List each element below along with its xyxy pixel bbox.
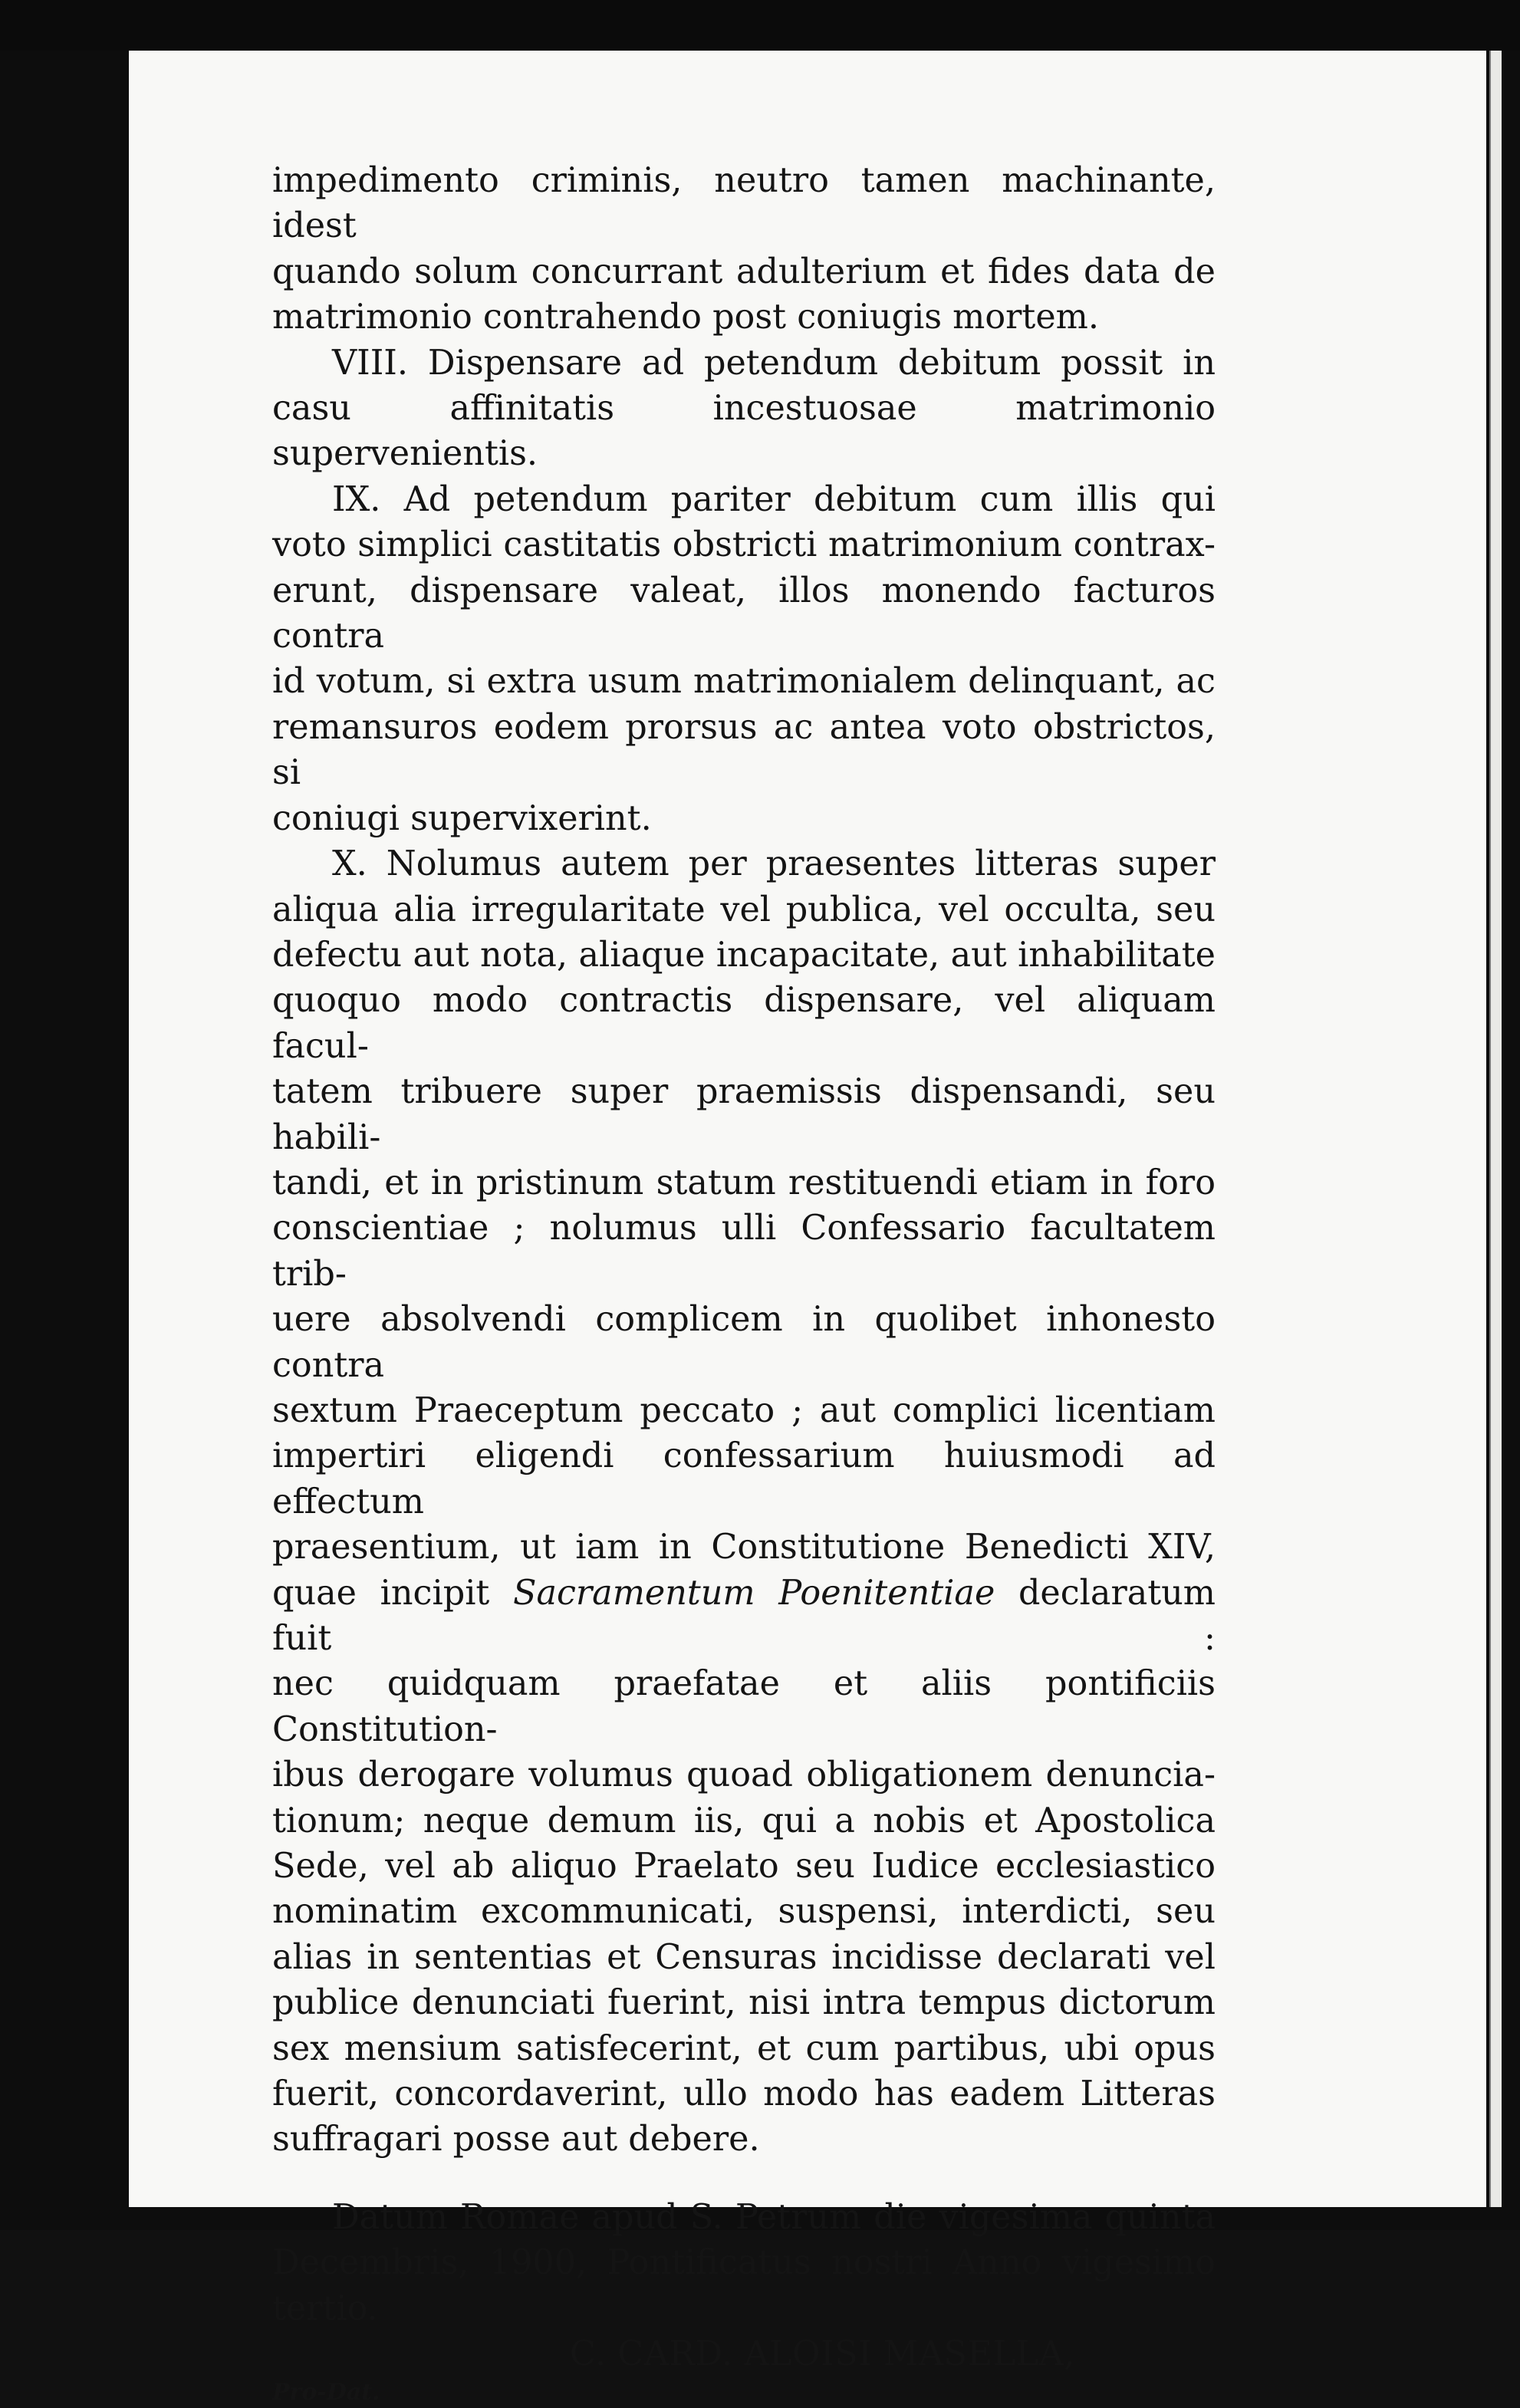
text-line: remansuros eodem prorsus ac antea voto obstrictos, si xyxy=(272,707,1216,793)
text-run: declaratum fuit : xyxy=(272,1573,1216,1658)
text-line: nominatim excommunicati, suspensi, interdicti, seu xyxy=(272,1892,1216,1932)
text-line: erunt, dispensare valeat, illos monendo facturos contra xyxy=(272,571,1216,656)
next-page-edge xyxy=(1489,51,1502,2207)
datum-line: Datum Romae apud S. Petrum die vigesima quinta xyxy=(332,2197,1216,2237)
text-line: tandi, et in pristinum statum restituendi etiam in foro xyxy=(272,1163,1216,1202)
paragraph-gap xyxy=(272,2163,1216,2195)
text-line: publice denunciati fuerint, nisi intra tempus dictorum xyxy=(272,1983,1216,2023)
text-line: nec quidquam praefatae et aliis pontificiis Constitution- xyxy=(272,1664,1216,1749)
italic-title: Sacramentum Poenitentiae xyxy=(512,1573,995,1613)
section-x-line: X. Nolumus autem per praesentes litteras super xyxy=(332,844,1216,884)
section-ix-line: IX. Ad petendum pariter debitum cum illis qui xyxy=(332,479,1216,519)
text-line: sextum Praeceptum peccato ; aut complici licentiam xyxy=(272,1390,1216,1430)
text-line: sex mensium satisfecerint, et cum partibus, ubi opus xyxy=(272,2028,1216,2068)
text-line: impertiri eligendi confessarium huiusmodi ad effectum xyxy=(272,1436,1216,1521)
text-line: casu affinitatis incestuosae matrimonio supervenientis. xyxy=(272,389,1216,474)
text-line: voto simplici castitatis obstricti matrimonium contrax- xyxy=(272,525,1216,565)
text-line-sacramentum xyxy=(272,1571,1216,1662)
text-line: impedimento criminis, neutro tamen machinante, idest xyxy=(272,161,1216,246)
text-line: fuerit, concordaverint, ullo modo has eadem Litteras xyxy=(272,2074,1216,2114)
text-line: conscientiae ; nolumus ulli Confessario facultatem trib- xyxy=(272,1209,1216,1294)
text-run: quae incipit xyxy=(272,1573,513,1613)
text-line: tatem tribuere super praemissis dispensandi, seu habili- xyxy=(272,1072,1216,1157)
signature-title: Pro-Dat. xyxy=(272,2378,380,2406)
datum-line: Decembris, 1900, Pontificatus nostri Anno vigesimo xyxy=(272,2243,1216,2283)
text-line: quoquo modo contractis dispensare, vel aliquam facul- xyxy=(272,981,1216,1066)
document-body xyxy=(272,158,1216,2408)
text-line: suffragari posse aut debere. xyxy=(272,2120,760,2160)
text-line: matrimonio contrahendo post coniugis mortem. xyxy=(272,298,1099,337)
text-line: ibus derogare volumus quoad obligationem denuncia- xyxy=(272,1755,1216,1795)
text-line: defectu aut nota, aliaque incapacitate, aut inhabilitate xyxy=(272,935,1216,975)
datum-line: tertio. xyxy=(272,2288,378,2328)
text-line: quando solum concurrant adulterium et fides data de xyxy=(272,252,1216,291)
text-line: aliqua alia irregularitate vel publica, vel occulta, seu xyxy=(272,890,1216,929)
text-line: Sede, vel ab aliquo Praelato seu Iudice ecclesiastico xyxy=(272,1847,1216,1887)
signature-name: C. CARD. ALOISI MASELLA, xyxy=(570,2334,1075,2374)
text-line: tionum; neque demum iis, qui a nobis et Apostolica xyxy=(272,1801,1216,1841)
text-line: alias in sententias et Censuras incidisse declarati vel xyxy=(272,1937,1216,1977)
text-line: praesentium, ut iam in Constitutione Benedicti XIV, xyxy=(272,1528,1216,1568)
text-line: coniugi supervixerint. xyxy=(272,798,652,838)
text-line: id votum, si extra usum matrimonialem delinquant, ac xyxy=(272,662,1216,702)
scan-top-border xyxy=(0,0,1520,51)
section-viii-line: VIII. Dispensare ad petendum debitum possit in xyxy=(332,343,1216,383)
text-line: uere absolvendi complicem in quolibet inhonesto contra xyxy=(272,1300,1216,1385)
